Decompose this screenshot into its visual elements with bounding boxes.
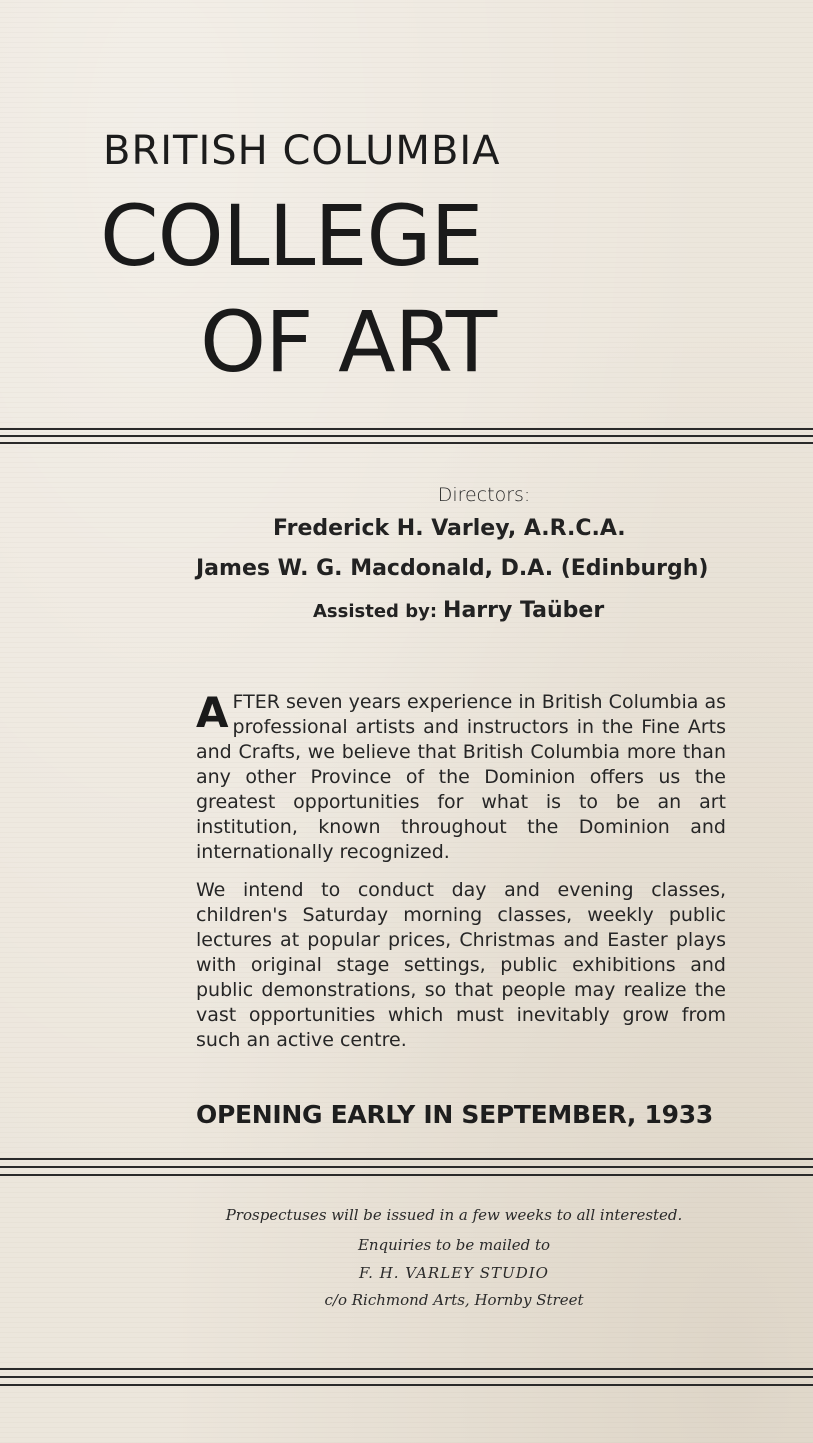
- assistant-name: Harry Taüber: [443, 598, 605, 623]
- director-name: Frederick H. Varley, A.R.C.A.: [273, 516, 626, 541]
- directors-label: Directors:: [437, 484, 531, 506]
- assisted-by: [313, 598, 604, 623]
- footer-studio: F. H. VARLEY STUDIO: [359, 1264, 549, 1282]
- plans-paragraph: We intend to conduct day and evening classes, children's Saturday morning classes, weekly public lectures at popular prices, Christmas and Easter plays with original stage settings, public exhibitions and public demonstrations, so that people may realize the vast opportunities which must inevitably grow from such an active centre.: [196, 879, 726, 1051]
- divider-line: [0, 435, 813, 437]
- opening-announcement: OPENING EARLY IN SEPTEMBER, 1933: [196, 1100, 713, 1129]
- intro-paragraph: [196, 690, 726, 865]
- title-college: COLLEGE: [100, 187, 483, 285]
- divider-line: [0, 1368, 813, 1370]
- divider-line: [0, 1158, 813, 1160]
- director-name: James W. G. Macdonald, D.A. (Edinburgh): [196, 556, 709, 581]
- title-of-art: OF ART: [200, 293, 497, 391]
- divider-line: [0, 1166, 813, 1168]
- divider-line: [0, 1384, 813, 1386]
- intro-paragraph-text: FTER seven years experience in British Columbia as professional artists and instructors in the Fine Arts and Crafts, we believe that British Columbia more than any other Province of the Dominion offers us the greatest opportunities for what is to be an art institution, known throughout the Dominion and internationally recognized.: [196, 691, 726, 863]
- footer-enquiries: Enquiries to be mailed to: [357, 1236, 551, 1254]
- drop-cap: A: [196, 688, 229, 737]
- divider-line: [0, 442, 813, 444]
- divider-line: [0, 428, 813, 430]
- title-british-columbia: BRITISH COLUMBIA: [103, 128, 501, 174]
- divider-line: [0, 1174, 813, 1176]
- assisted-by-label: Assisted by:: [313, 601, 438, 622]
- divider-line: [0, 1376, 813, 1378]
- footer-prospectus-note: Prospectuses will be issued in a few weeks to all interested.: [225, 1206, 683, 1224]
- footer-address: c/o Richmond Arts, Hornby Street: [324, 1291, 584, 1309]
